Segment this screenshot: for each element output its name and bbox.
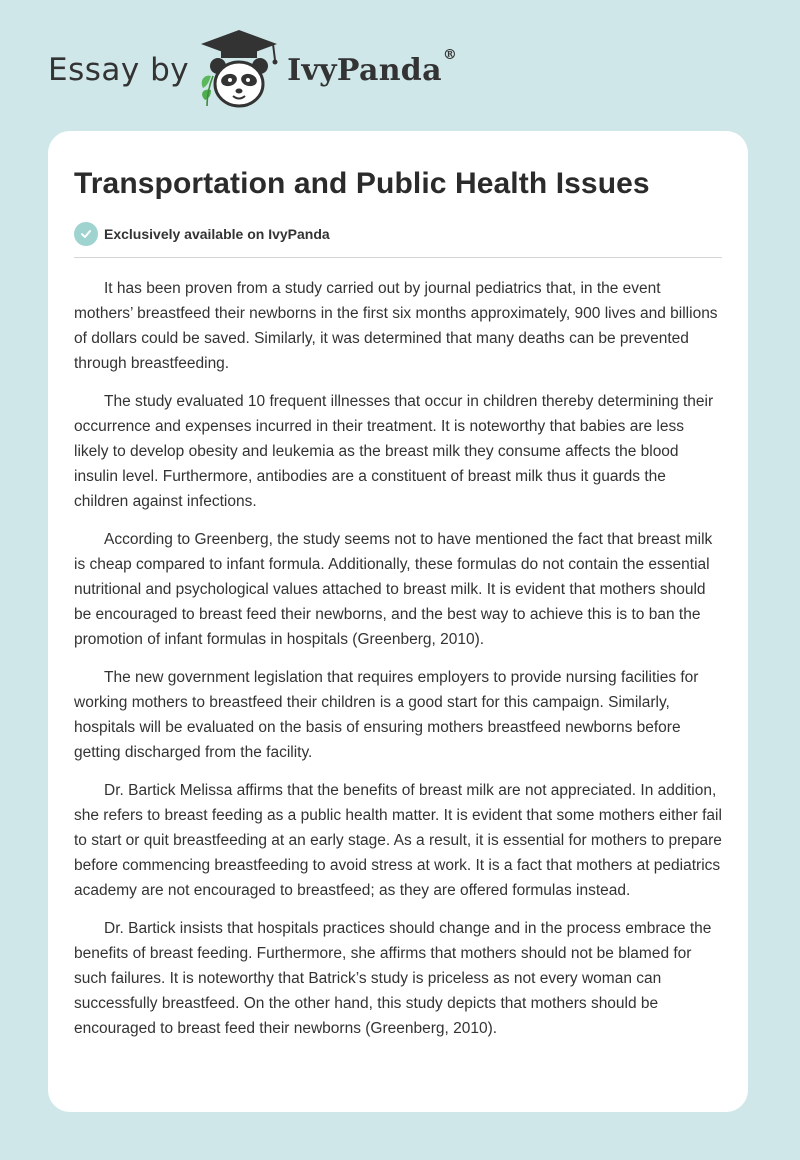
brand-prefix: Essay by <box>48 52 190 88</box>
paragraph: The study evaluated 10 frequent illnesses that occur in children thereby determining their occurrence and expenses incurred in their treatment. It is noteworthy that babies are less likely to develop obesity and leukemia as the breast milk they consume affects the blood insulin level. Furthermore, antibodies are a constituent of breast milk thus it guards the children against infections. <box>74 393 714 510</box>
essay-card <box>48 131 748 1112</box>
paragraph: Dr. Bartick Melissa affirms that the benefits of breast milk are not appreciated. In addition, she refers to breast feeding as a public health matter. It is evident that some mothers either fail to start or quit breastfeeding at an early stage. As a result, it is essential for mothers to prepare before commencing breastfeeding to avoid stress at work. It is a fact that mothers at pediatrics academy are not encouraged to breastfeed; as they are offered formulas instead. <box>74 782 722 899</box>
paragraph: The new government legislation that requires employers to provide nursing facilities for working mothers to breastfeed their children is a good start for this campaign. Similarly, hospitals will be evaluated on the basis of ensuring mothers breastfeed newborns before getting discharged from the facility. <box>74 669 699 761</box>
paragraph: Dr. Bartick insists that hospitals practices should change and in the process embrace the benefits of breast feeding. Furthermore, she affirms that mothers should not be blamed for such failures. It is noteworthy that Batrick’s study is priceless as not every woman can successfully breastfeed. On the other hand, this study depicts that mothers should be encouraged to breast feed their newborns (Greenberg, 2010). <box>74 920 712 1037</box>
brand-header[interactable] <box>48 28 457 112</box>
availability-text: Exclusively available on IvyPanda <box>104 226 330 242</box>
availability-badge <box>74 221 722 247</box>
essay-body <box>74 276 722 1041</box>
page-title: Transportation and Public Health Issues <box>74 167 650 200</box>
check-icon <box>74 222 98 246</box>
paragraph: It has been proven from a study carried out by journal pediatrics that, in the event mothers’ breastfeed their newborns in the first six months approximately, 900 lives and billions of dollars could be saved. Similarly, it was determined that many deaths can be prevented through breastfeeding. <box>74 280 718 372</box>
divider <box>74 257 722 258</box>
brand-name: IvyPanda® <box>287 46 458 88</box>
paragraph: According to Greenberg, the study seems not to have mentioned the fact that breast milk is cheap compared to infant formula. Additionally, these formulas do not contain the essential nutritional and psychological values attached to breast milk. It is evident that mothers should be encouraged to breast feed their newborns, and the best way to achieve this is to ban the promotion of infant formulas in hospitals (Greenberg, 2010). <box>74 531 713 648</box>
panda-logo-icon <box>195 28 285 112</box>
